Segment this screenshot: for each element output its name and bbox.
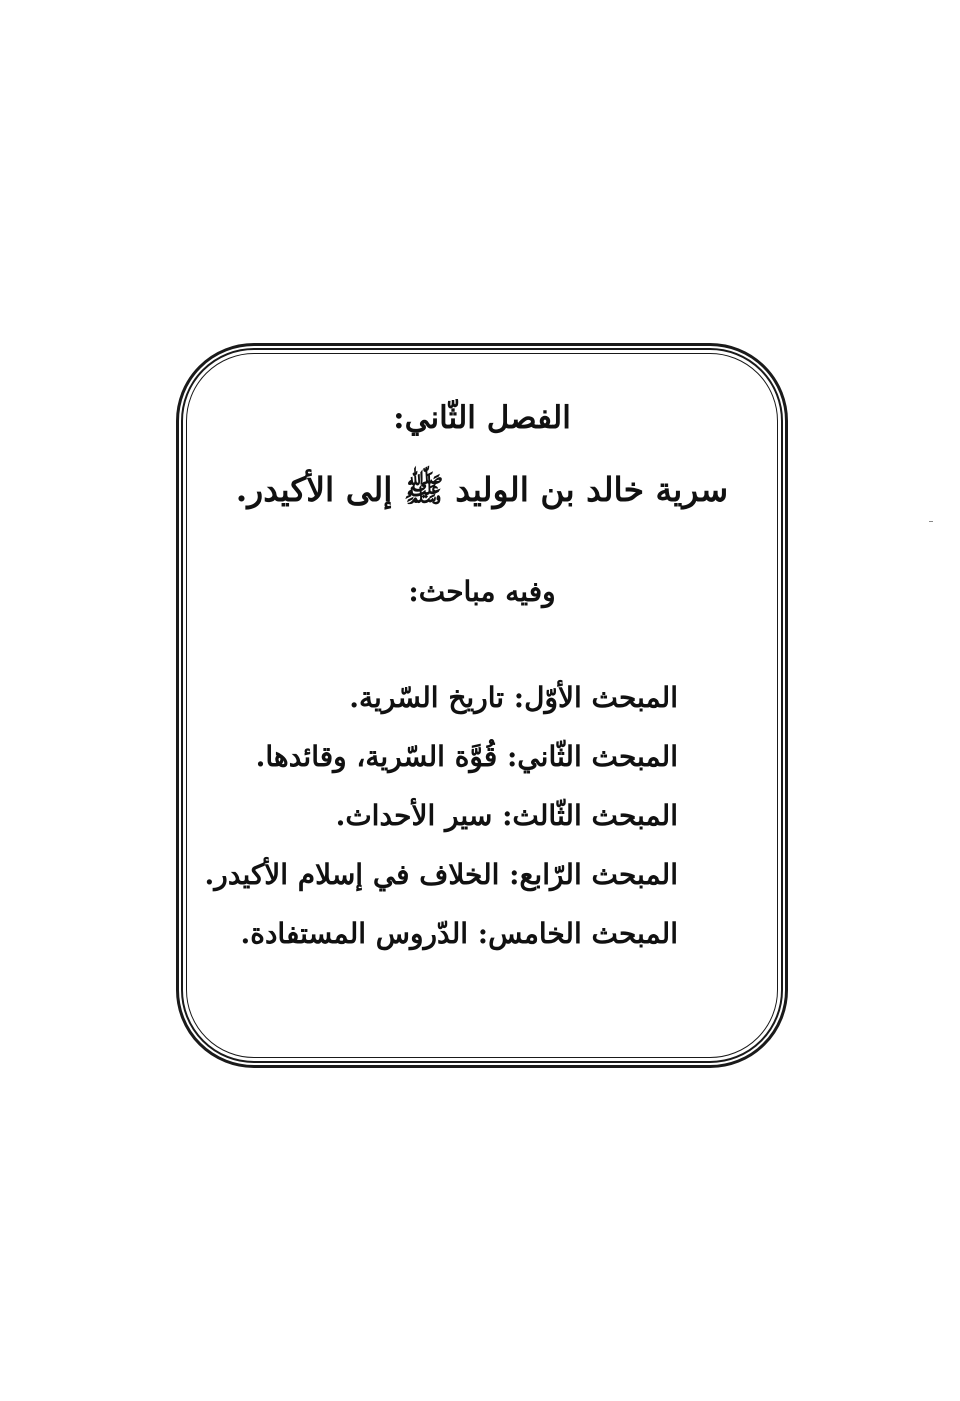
- margin-mark: [929, 521, 933, 522]
- sections-intro: وفيه مباحث:: [408, 575, 556, 608]
- section-item-5: المبحث الخامس: الدّروس المستفادة.: [240, 917, 678, 950]
- section-item-3: المبحث الثّالث: سير الأحداث.: [335, 799, 678, 832]
- section-item-2: المبحث الثّاني: قُوَّة السّرية، وقائدها.: [255, 740, 678, 773]
- section-item-4: المبحث الرّابع: الخلاف في إسلام الأكيدر.: [204, 858, 678, 891]
- chapter-title: سرية خالد بن الوليد ﷺ إلى الأكيدر.: [235, 470, 729, 509]
- section-item-1: المبحث الأوّل: تاريخ السّرية.: [349, 681, 678, 714]
- chapter-label: الفصل الثّاني:: [393, 400, 571, 436]
- sections-list: [205, 676, 678, 971]
